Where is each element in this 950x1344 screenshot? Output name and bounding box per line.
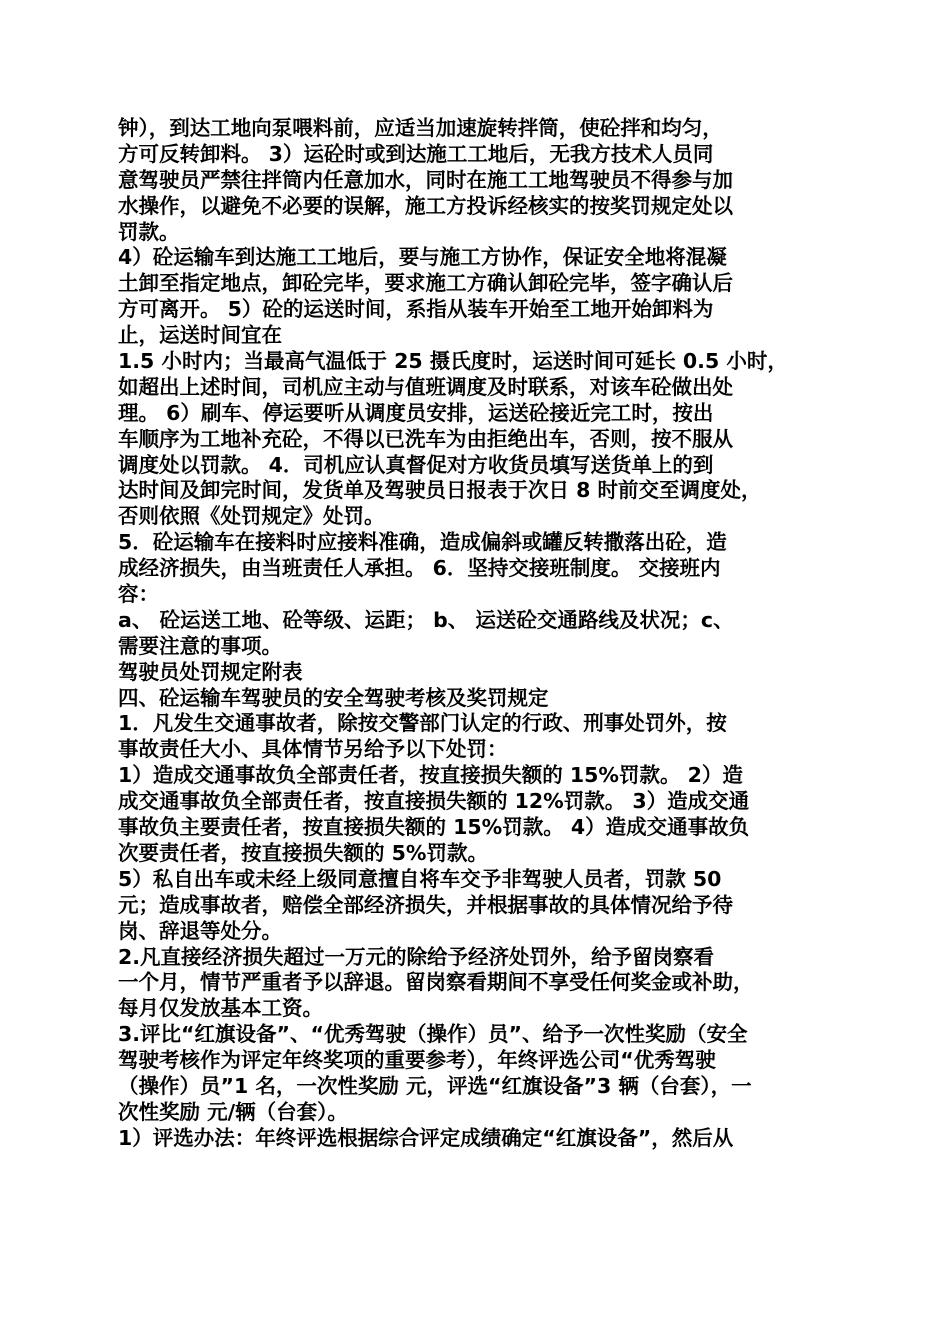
text-line: 罚款。: [118, 219, 180, 244]
text-line: 止，运送时间宜在: [118, 323, 282, 348]
text-line: 2.凡直接经济损失超过一万元的除给予经济处罚外，给予留岗察看: [118, 944, 715, 969]
text-line: 成交通事故负全部责任者，按直接损失额的 12%罚款。 3）造成交通: [118, 789, 750, 814]
text-line: 元；造成事故者，赔偿全部经济损失，并根据事故的具体情况给予待: [118, 892, 733, 917]
text-line: 方可离开。 5）砼的运送时间，系指从装车开始至工地开始卸料为: [118, 297, 714, 322]
text-line: 否则依照《处罚规定》处罚。: [118, 504, 385, 529]
text-line: 土卸至指定地点，卸砼完毕，要求施工方确认卸砼完毕，签字确认后: [118, 271, 733, 296]
text-line: 意驾驶员严禁往拌筒内任意加水，同时在施工工地驾驶员不得参与加: [118, 167, 733, 192]
text-line: 每月仅发放基本工资。: [118, 996, 323, 1021]
text-line: 容：: [118, 582, 159, 607]
text-line: 方可反转卸料。 3）运砼时或到达施工工地后，无我方技术人员同: [118, 141, 714, 166]
document-body: [118, 116, 844, 1152]
text-line: 钟），到达工地向泵喂料前，应适当加速旋转拌筒，使砼拌和均匀，: [118, 116, 723, 140]
text-line: （操作）员”1 名，一次性奖励 元，评选“红旗设备”3 辆（台套），一: [118, 1073, 752, 1098]
text-line: 1.5 小时内；当最高气温低于 25 摄氏度时，运送时间可延长 0.5 小时，: [118, 349, 788, 374]
text-line: 4）砼运输车到达施工工地后，要与施工方协作，保证安全地将混凝: [118, 245, 727, 270]
text-line: 调度处以罚款。 4．司机应认真督促对方收货员填写送货单上的到: [118, 452, 714, 477]
text-line: 四、砼运输车驾驶员的安全驾驶考核及奖罚规定: [118, 685, 549, 710]
text-line: 次要责任者，按直接损失额的 5%罚款。: [118, 840, 488, 865]
text-line: 5）私自出车或未经上级同意擅自将车交予非驾驶人员者，罚款 50: [118, 866, 722, 891]
text-line: 5．砼运输车在接料时应接料准确，造成偏斜或罐反转撒落出砼，造: [118, 530, 727, 555]
text-line: 水操作，以避免不必要的误解，施工方投诉经核实的按奖罚规定处以: [118, 193, 733, 218]
text-line: 1）评选办法：年终评选根据综合评定成绩确定“红旗设备”，然后从: [118, 1125, 734, 1150]
text-line: 达时间及卸完时间，发货单及驾驶员日报表于次日 8 时前交至调度处，: [118, 478, 762, 503]
text-line: 驾驶员处罚规定附表: [118, 659, 303, 684]
text-line: 成经济损失，由当班责任人承担。 6．坚持交接班制度。 交接班内: [118, 556, 721, 581]
text-line: 驾驶考核作为评定年终奖项的重要参考），年终评选公司“优秀驾驶: [118, 1048, 716, 1073]
text-line: 如超出上述时间，司机应主动与值班调度及时联系，对该车砼做出处: [118, 374, 733, 399]
text-line: 事故负主要责任者，按直接损失额的 15%罚款。 4）造成交通事故负: [118, 815, 750, 840]
text-line: 3.评比“红旗设备”、“优秀驾驶（操作）员”、给予一次性奖励（安全: [118, 1022, 748, 1047]
text-line: 车顺序为工地补充砼，不得以已洗车为由拒绝出车，否则，按不服从: [118, 426, 733, 451]
text-line: 次性奖励 元/辆（台套）。: [118, 1099, 348, 1124]
text-line: 需要注意的事项。: [118, 633, 282, 658]
text-line: 事故责任大小、具体情节另给予以下处罚：: [118, 737, 508, 762]
text-line: 1．凡发生交通事故者，除按交警部门认定的行政、刑事处罚外，按: [118, 711, 727, 736]
text-line: 一个月，情节严重者予以辞退。留岗察看期间不享受任何奖金或补助，: [118, 970, 754, 995]
text-line: 岗、辞退等处分。: [118, 918, 282, 943]
text-line: 1）造成交通事故负全部责任者，按直接损失额的 15%罚款。 2）造: [118, 763, 743, 788]
text-line: 理。 6）刷车、停运要听从调度员安排，运送砼接近完工时，按出: [118, 400, 714, 425]
text-line: a、 砼运送工地、砼等级、运距； b、 运送砼交通路线及状况；c、: [118, 607, 734, 632]
